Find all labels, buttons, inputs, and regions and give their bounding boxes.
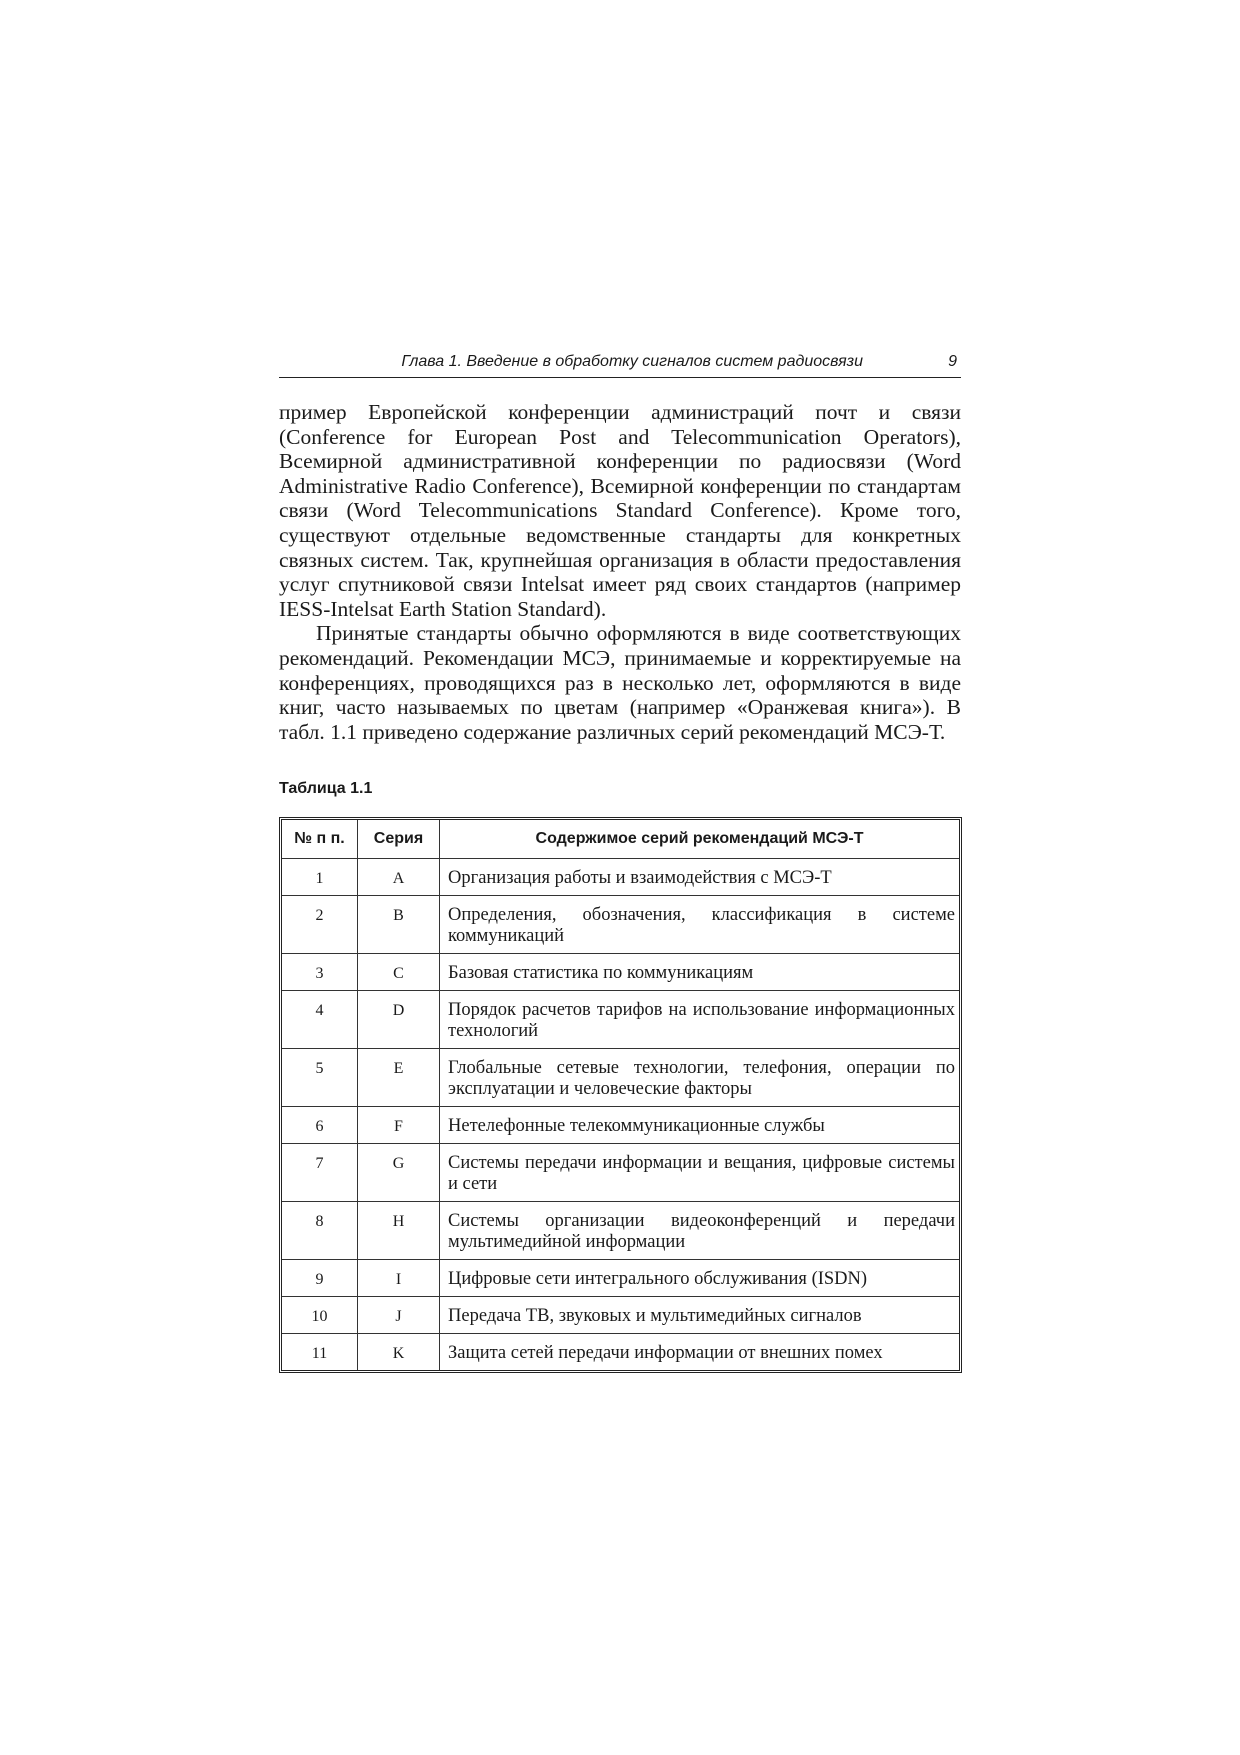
row-number: 10 <box>282 1297 358 1334</box>
row-description: Порядок расчетов тарифов на использование информационных технологий <box>440 991 959 1049</box>
row-description: Базовая статистика по коммуникациям <box>440 954 959 991</box>
row-series: C <box>358 954 440 991</box>
row-description: Передача ТВ, звуковых и мультимедийных сигналов <box>440 1297 959 1334</box>
table-row <box>282 1202 959 1260</box>
table-row <box>282 1334 959 1370</box>
paragraph: Принятые стандарты обычно оформляются в виде соответствующих рекомендаций. Рекомендации МСЭ, принимаемые и корректируемые на конференциях, проводящихся раз в несколько лет, оформляются в виде книг, часто называемых по цветам (например «Оранжевая книга»). В табл. 1.1 приведено содержание различных серий рекомендаций МСЭ-Т. <box>279 621 961 744</box>
row-series: D <box>358 991 440 1049</box>
row-description: Определения, обозначения, классификация в системе коммуникаций <box>440 896 959 954</box>
table-row <box>282 954 959 991</box>
row-series: A <box>358 859 440 896</box>
row-description: Системы передачи информации и вещания, цифровые системы и сети <box>440 1144 959 1202</box>
table-row <box>282 991 959 1049</box>
running-header <box>279 351 961 378</box>
row-description: Организация работы и взаимодействия с МСЭ-Т <box>440 859 959 896</box>
row-number: 4 <box>282 991 358 1049</box>
chapter-title: Глава 1. Введение в обработку сигналов систем радиосвязи <box>401 353 863 370</box>
row-number: 3 <box>282 954 358 991</box>
table-row <box>282 896 959 954</box>
row-description: Глобальные сетевые технологии, телефония, операции по эксплуатации и человеческие факторы <box>440 1049 959 1107</box>
header-number: № п п. <box>282 820 358 859</box>
body-text <box>279 400 961 744</box>
row-number: 6 <box>282 1107 358 1144</box>
header-content: Содержимое серий рекомендаций МСЭ-Т <box>440 820 959 859</box>
header-series: Серия <box>358 820 440 859</box>
row-series: E <box>358 1049 440 1107</box>
row-description: Защита сетей передачи информации от внешних помех <box>448 1343 883 1363</box>
row-description: Цифровые сети интегрального обслуживания (ISDN) <box>440 1260 959 1297</box>
row-description: Нетелефонные телекоммуникационные службы <box>440 1107 959 1144</box>
row-series: K <box>358 1334 440 1370</box>
table-row <box>282 1049 959 1107</box>
table-row <box>282 1297 959 1334</box>
row-series: G <box>358 1144 440 1202</box>
row-series: B <box>358 896 440 954</box>
row-number: 1 <box>282 859 358 896</box>
row-series: H <box>358 1202 440 1260</box>
row-number: 8 <box>282 1202 358 1260</box>
row-series: F <box>358 1107 440 1144</box>
row-number: 5 <box>282 1049 358 1107</box>
table-row <box>282 1107 959 1144</box>
table-row <box>282 1144 959 1202</box>
table-row <box>282 859 959 896</box>
row-number: 11 <box>282 1334 358 1370</box>
table-header-row <box>282 820 959 859</box>
page-number: 9 <box>948 353 957 370</box>
table-caption: Таблица 1.1 <box>279 780 373 797</box>
paragraph: пример Европейской конференции администраций почт и связи (Conference for European Post and Telecommunication Operators), Всемирной административной конференции по радиосвязи (Word Administrative Radio Conference), Всемирной конференции по стандартам связи (Word Telecommunications Standard Conference). Кроме того, существуют отдельные ведомственные стандарты для конкретных связных систем. Так, крупнейшая организация в области предоставления услуг спутниковой связи Intelsat имеет ряд своих стандартов (например IESS-Intelsat Earth Station Standard). <box>279 400 961 621</box>
row-number: 7 <box>282 1144 358 1202</box>
row-description: Системы организации видеоконференций и передачи мультимедийной информации <box>440 1202 959 1260</box>
table-row <box>282 1260 959 1297</box>
table-body <box>282 859 959 1370</box>
row-number: 9 <box>282 1260 358 1297</box>
series-table <box>279 817 962 1373</box>
row-series: I <box>358 1260 440 1297</box>
row-series: J <box>358 1297 440 1334</box>
row-number: 2 <box>282 896 358 954</box>
